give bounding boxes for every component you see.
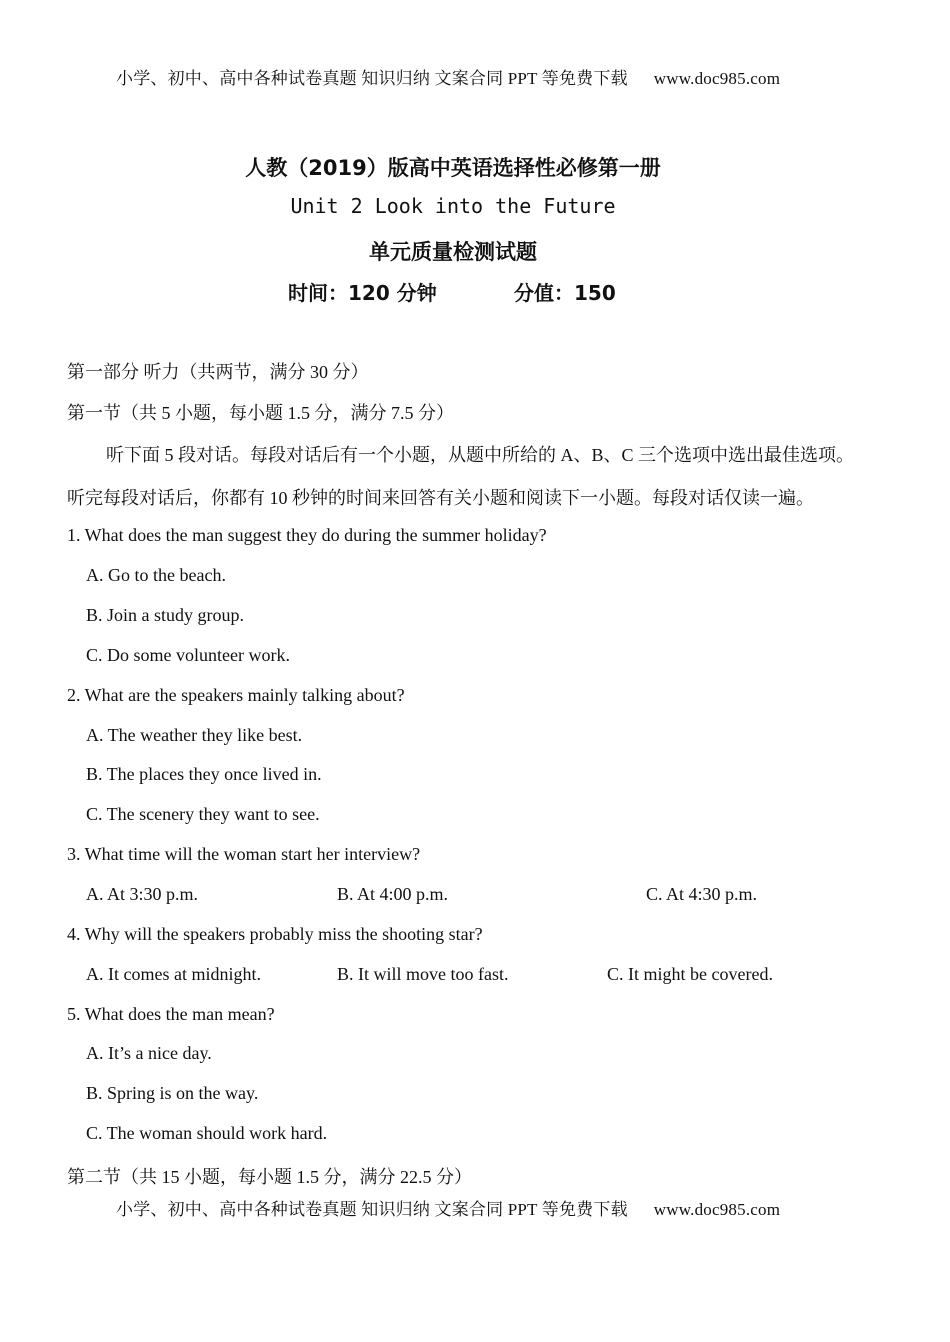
q4-option-a: A. It comes at midnight. <box>86 964 261 984</box>
q3-option-c: C. At 4:30 p.m. <box>646 884 758 904</box>
q5-option-c: C. The woman should work hard. <box>86 1123 328 1143</box>
q3-option-b: B. At 4:00 p.m. <box>337 884 449 904</box>
q2-option-b: B. The places they once lived in. <box>86 764 322 784</box>
score-label: 分值：150 <box>514 281 616 305</box>
question-3: 3. What time will the woman start her interview? <box>67 844 421 864</box>
section2-heading: 第二节（共 15 小题，每小题 1.5 分，满分 22.5 分） <box>67 1167 472 1187</box>
time-label: 时间：120 分钟 <box>288 281 437 305</box>
unit-title: Unit 2 Look into the Future <box>290 194 616 218</box>
footer-site-link[interactable]: www.doc985.com <box>653 1200 781 1219</box>
test-title: 单元质量检测试题 <box>369 240 537 264</box>
q2-option-a: A. The weather they like best. <box>86 725 303 745</box>
part1-heading: 第一部分 听力（共两节，满分 30 分） <box>67 362 369 382</box>
document-title: 人教（2019）版高中英语选择性必修第一册 <box>245 156 661 180</box>
q5-option-b: B. Spring is on the way. <box>86 1083 259 1103</box>
q2-option-c: C. The scenery they want to see. <box>86 804 320 824</box>
page-header <box>116 64 780 89</box>
header-site-link[interactable]: www.doc985.com <box>653 69 781 88</box>
question-4: 4. Why will the speakers probably miss the shooting star? <box>67 924 483 944</box>
q4-option-b: B. It will move too fast. <box>337 964 509 984</box>
question-5: 5. What does the man mean? <box>67 1004 275 1024</box>
q1-option-c: C. Do some volunteer work. <box>86 645 290 665</box>
header-text: 小学、初中、高中各种试卷真题 知识归纳 文案合同 PPT 等免费下载 <box>116 69 628 88</box>
q1-option-a: A. Go to the beach. <box>86 565 226 585</box>
question-2: 2. What are the speakers mainly talking about? <box>67 685 405 705</box>
page-footer <box>116 1195 780 1220</box>
q1-option-b: B. Join a study group. <box>86 605 245 625</box>
footer-text: 小学、初中、高中各种试卷真题 知识归纳 文案合同 PPT 等免费下载 <box>116 1200 628 1219</box>
q4-option-c: C. It might be covered. <box>607 964 773 984</box>
q3-option-a: A. At 3:30 p.m. <box>86 884 199 904</box>
q5-option-a: A. It’s a nice day. <box>86 1043 212 1063</box>
question-1: 1. What does the man suggest they do during the summer holiday? <box>67 525 547 545</box>
section1-heading: 第一节（共 5 小题，每小题 1.5 分，满分 7.5 分） <box>67 403 454 423</box>
instructions-line2: 听完每段对话后，你都有 10 秒钟的时间来回答有关小题和阅读下一小题。每段对话仅读一遍。 <box>67 488 814 508</box>
instructions-line1: 听下面 5 段对话。每段对话后有一个小题，从题中所给的 A、B、C 三个选项中选出最佳选项。 <box>106 445 855 465</box>
